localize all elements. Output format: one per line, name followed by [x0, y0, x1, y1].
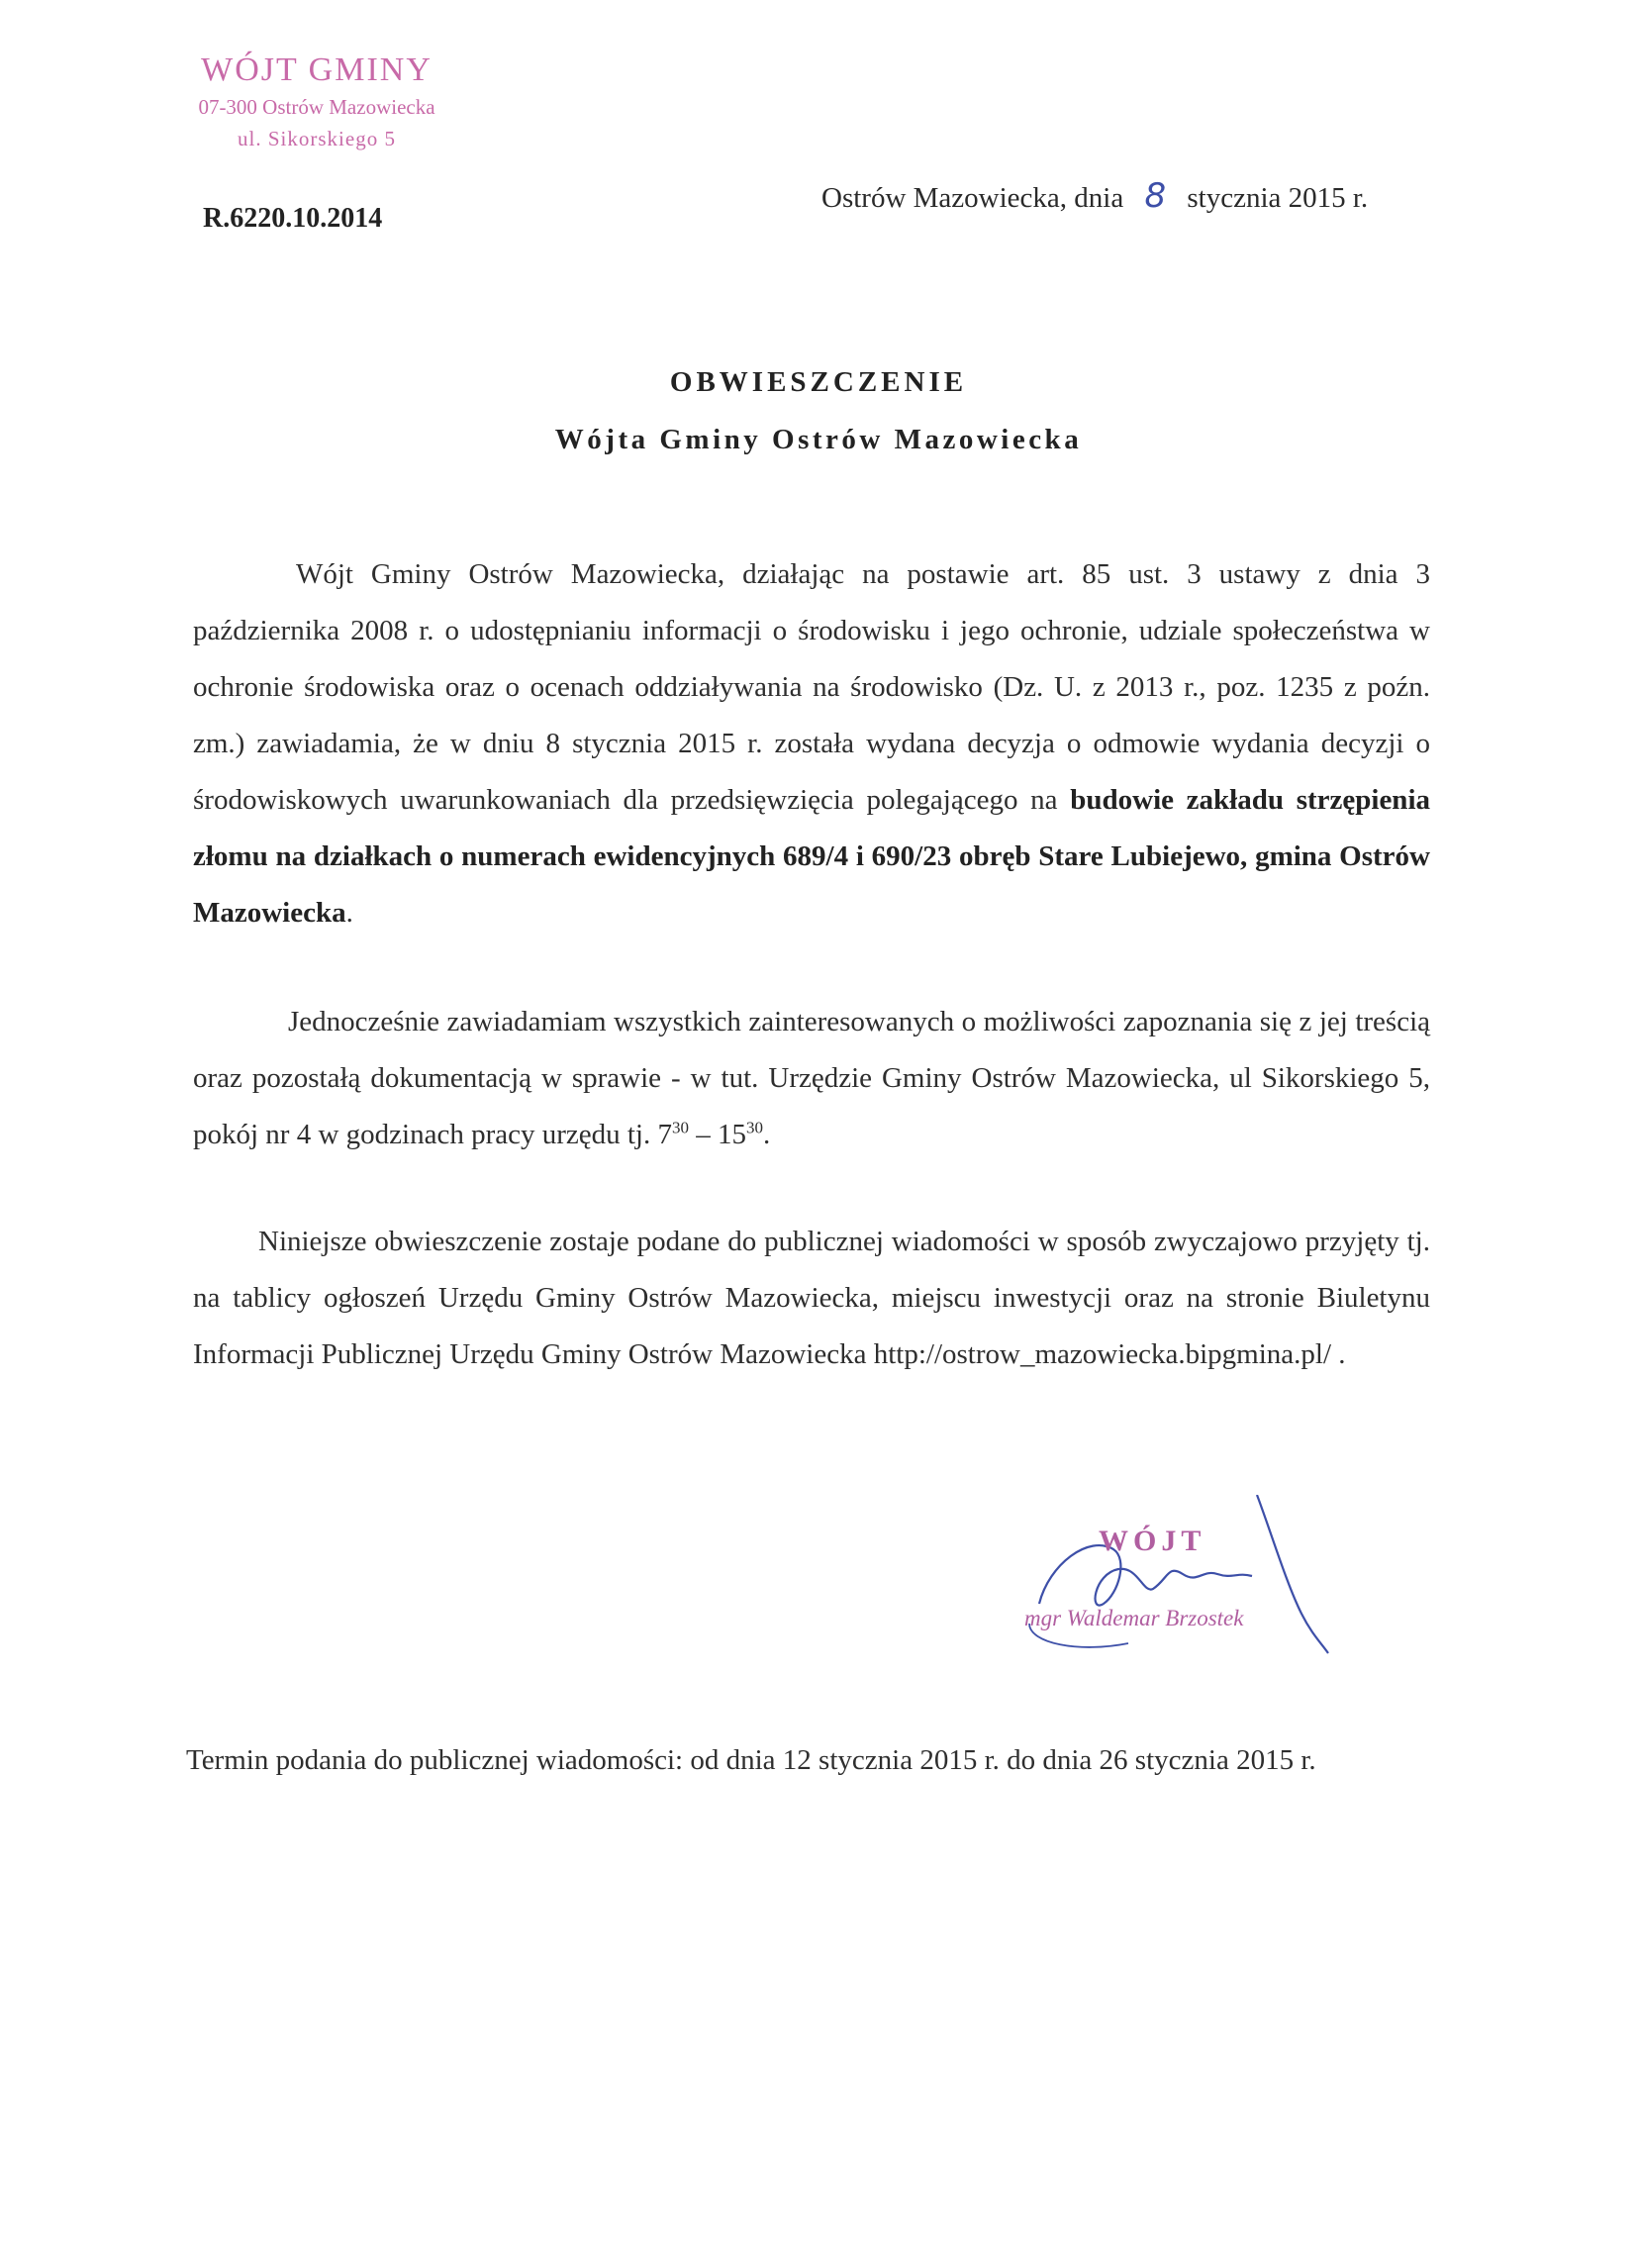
paragraph-decision-text: Wójt Gminy Ostrów Mazowiecka, działając na postawie art. 85 ust. 3 ustawy z dnia 3 października 2008 r. o udostępnianiu informacji o środowisku i jego ochronie, udziale społeczeństwa w ochronie środowiska oraz o ocenach oddziaływania na środowisko (Dz. U. z 2013 r., poz. 1235 z poźn. zm.) zawiadamia, że w dniu 8 stycznia 2015 r. została wydana decyzja o odmowie wydania decyzji o środowiskowych uwarunkowaniach dla przedsięwzięcia polegającego na — [193, 558, 1430, 816]
date-day-handwritten: 8 — [1144, 176, 1167, 216]
stamp-street: ul. Sikorskiego 5 — [238, 127, 396, 150]
hour-end-minutes: 30 — [746, 1118, 763, 1137]
paragraph-notice-text: Jednocześnie zawiadamiam wszystkich zainteresowanych o możliwości zapoznania się z jej treścią oraz pozostałą dokumentacją w sprawie - w tut. Urzędzie Gminy Ostrów Mazowiecka, ul Sikorskiego 5, pokój nr 4 w godzinach pracy urzędu tj. — [193, 1006, 1430, 1150]
date-suffix: stycznia 2015 r. — [1187, 182, 1369, 214]
stamp-postal: 07-300 Ostrów Mazowiecka — [198, 95, 435, 119]
paragraph-publication-text: Niniejsze obwieszczenie zostaje podane do publicznej wiadomości w sposób zwyczajowo przyjęty tj. na tablicy ogłoszeń Urzędu Gminy Ostrów Mazowiecka, miejscu inwestycji oraz na stronie Biuletynu Informacji Publicznej Urzędu Gminy Ostrów Mazowiecka http://ostrow_mazowiecka.bipgmina.pl/ . — [193, 1226, 1430, 1370]
hour-dash: – — [689, 1119, 718, 1150]
date-line — [821, 176, 1368, 216]
document-title: OBWIESZCZENIE — [669, 366, 968, 398]
document-subtitle: Wójta Gminy Ostrów Mazowiecka — [554, 424, 1083, 455]
signature-office: WÓJT — [1099, 1525, 1206, 1557]
hour-start-minutes: 30 — [672, 1118, 689, 1137]
office-stamp — [148, 49, 485, 154]
reference-number: R.6220.10.2014 — [203, 203, 383, 234]
hour-start: 7 — [657, 1119, 672, 1150]
handwritten-signature-icon — [1019, 1495, 1376, 1663]
paragraph-decision-bold: budowie zakładu strzępienia złomu na działkach o numerach ewidencyjnych 689/4 i 690/23 obręb Stare Lubiejewo, gmina Ostrów Mazowiecka — [193, 784, 1430, 929]
paragraph-decision — [193, 546, 1430, 941]
signature-name: mgr Waldemar Brzostek — [1024, 1606, 1244, 1630]
publication-period: Termin podania do publicznej wiadomości: od dnia 12 stycznia 2015 r. do dnia 26 stycznia 2015 r. — [186, 1744, 1316, 1776]
stamp-office: WÓJT GMINY — [201, 51, 433, 88]
paragraph-notice — [193, 994, 1430, 1163]
hour-end: 15 — [718, 1119, 746, 1150]
paragraph-notice-end: . — [763, 1119, 771, 1150]
signature-block — [1019, 1495, 1376, 1663]
paragraph-publication — [193, 1214, 1430, 1383]
paragraph-decision-end: . — [345, 897, 353, 929]
date-prefix: Ostrów Mazowiecka, dnia — [821, 182, 1124, 214]
